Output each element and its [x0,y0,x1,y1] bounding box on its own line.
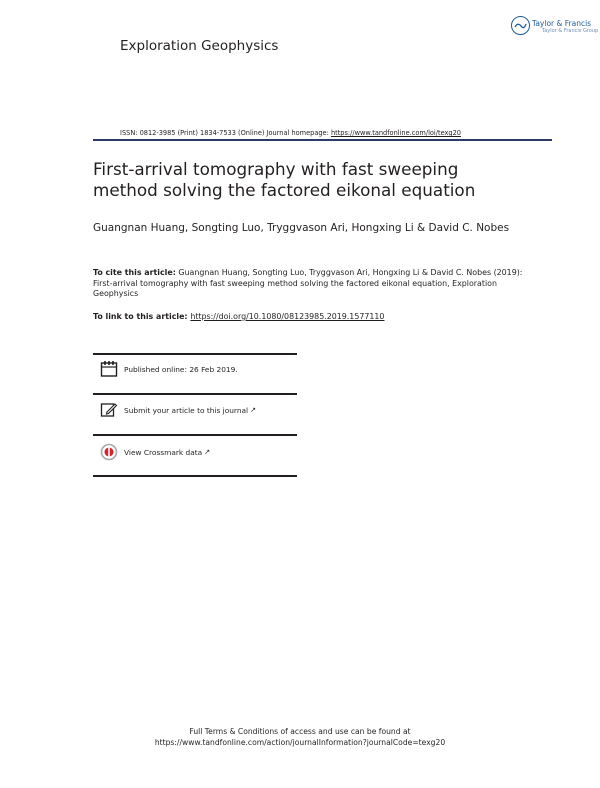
edit-icon [100,401,118,419]
calendar-icon [100,360,118,378]
citation-text: Guangnan Huang, Songting Luo, Tryggvason Ari, Hongxing Li & David C. Nobes (2019): First-arrival tomography with fast sweeping method solving the factored eikonal equation, Exploration Geophysics [93,268,523,299]
citation-label: To cite this article: [93,268,176,277]
external-link-icon: ↗ [204,448,211,456]
article-link-label: To link to this article: [93,312,191,321]
publisher-logo-name: Taylor & Francis [532,19,592,28]
article-link [93,312,384,321]
divider [93,475,297,477]
crossmark-label: View Crossmark data [124,447,203,457]
article-title: First-arrival tomography with fast sweeping method solving the factored eikonal equation [93,159,476,200]
crossmark-icon [100,443,118,461]
crossmark-link[interactable] [100,442,210,462]
issn-line [120,129,461,137]
footer-terms: Full Terms & Conditions of access and use can be found at [189,727,411,736]
journal-name: Exploration Geophysics [120,38,279,54]
published-date: Published online: 26 Feb 2019. [124,364,238,374]
footer-terms-link[interactable]: https://www.tandfonline.com/action/journalInformation?journalCode=texg20 [154,738,446,747]
publisher-logo[interactable] [511,16,599,38]
publisher-logo-subtitle: Taylor & Francis Group [542,28,599,34]
external-link-icon: ↗ [250,406,256,414]
citation [93,268,523,300]
doi-link[interactable]: https://doi.org/10.1080/08123985.2019.1577110 [190,312,385,321]
publisher-logo-icon [511,16,530,35]
divider [93,353,297,355]
header-divider [93,139,552,141]
divider [93,393,297,395]
divider [93,434,297,436]
article-authors: Guangnan Huang, Songting Luo, Tryggvason Ari, Hongxing Li & David C. Nobes [93,222,510,234]
published-row [100,359,238,379]
issn-text: ISSN: 0812-3985 (Print) 1834-7533 (Online) Journal homepage: [120,129,331,137]
submit-article-link[interactable] [100,400,256,420]
journal-homepage-link[interactable]: https://www.tandfonline.com/loi/texg20 [330,129,461,137]
submit-article-label: Submit your article to this journal [124,405,249,415]
